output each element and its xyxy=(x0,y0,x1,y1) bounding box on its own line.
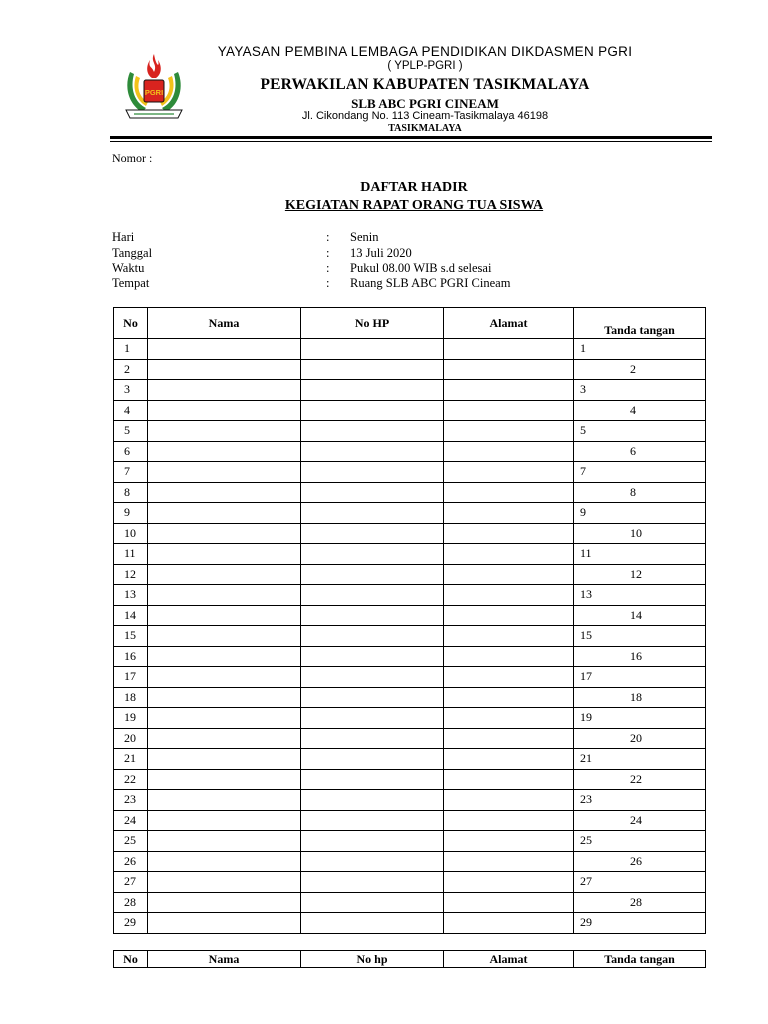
no-hp-cell[interactable] xyxy=(301,626,444,647)
table-row xyxy=(114,503,706,524)
attendance-table-continued xyxy=(113,950,706,968)
nama-cell[interactable] xyxy=(148,544,301,565)
nama-cell[interactable] xyxy=(148,708,301,729)
no-hp-cell[interactable] xyxy=(301,851,444,872)
info-colon: : xyxy=(326,246,330,260)
signature-cell[interactable]: 8 xyxy=(574,482,706,503)
alamat-cell[interactable] xyxy=(444,810,574,831)
header-no: No xyxy=(114,308,148,339)
signature-cell[interactable]: 6 xyxy=(574,441,706,462)
table-row xyxy=(114,564,706,585)
table2-header-row xyxy=(114,951,706,968)
table-row xyxy=(114,872,706,893)
nama-cell[interactable] xyxy=(148,605,301,626)
table-row xyxy=(114,646,706,667)
signature-cell[interactable]: 1 xyxy=(574,339,706,360)
no-hp-cell[interactable] xyxy=(301,892,444,913)
alamat-cell[interactable] xyxy=(444,831,574,852)
row-number: 29 xyxy=(114,913,148,934)
row-number: 23 xyxy=(114,790,148,811)
signature-cell[interactable]: 28 xyxy=(574,892,706,913)
alamat-cell[interactable] xyxy=(444,851,574,872)
table-row xyxy=(114,421,706,442)
info-value-hari: Senin xyxy=(350,230,379,244)
nama-cell[interactable] xyxy=(148,523,301,544)
table-row xyxy=(114,728,706,749)
no-hp-cell[interactable] xyxy=(301,380,444,401)
header-rule-thin xyxy=(110,141,712,142)
table-row xyxy=(114,482,706,503)
nama-cell[interactable] xyxy=(148,892,301,913)
alamat-cell[interactable] xyxy=(444,400,574,421)
no-hp-cell[interactable] xyxy=(301,544,444,565)
school-name: SLB ABC PGRI CINEAM xyxy=(351,96,499,111)
signature-cell[interactable]: 20 xyxy=(574,728,706,749)
signature-cell[interactable]: 19 xyxy=(574,708,706,729)
row-number: 8 xyxy=(114,482,148,503)
no-hp-cell[interactable] xyxy=(301,913,444,934)
signature-cell[interactable]: 2 xyxy=(574,359,706,380)
row-number: 20 xyxy=(114,728,148,749)
nama-cell[interactable] xyxy=(148,585,301,606)
row-number: 9 xyxy=(114,503,148,524)
nama-cell[interactable] xyxy=(148,851,301,872)
table-row xyxy=(114,892,706,913)
signature-cell[interactable]: 5 xyxy=(574,421,706,442)
info-value-waktu: Pukul 08.00 WIB s.d selesai xyxy=(350,261,492,275)
info-label-tempat: Tempat xyxy=(112,276,150,290)
nama-cell[interactable] xyxy=(148,626,301,647)
header2-no: No xyxy=(114,951,148,968)
no-hp-cell[interactable] xyxy=(301,646,444,667)
signature-cell[interactable]: 10 xyxy=(574,523,706,544)
signature-cell[interactable]: 24 xyxy=(574,810,706,831)
no-hp-cell[interactable] xyxy=(301,482,444,503)
letterhead xyxy=(0,0,768,140)
table-row xyxy=(114,523,706,544)
alamat-cell[interactable] xyxy=(444,441,574,462)
signature-cell[interactable]: 4 xyxy=(574,400,706,421)
table-row xyxy=(114,605,706,626)
table-header-row xyxy=(114,308,706,339)
signature-cell[interactable]: 29 xyxy=(574,913,706,934)
row-number: 27 xyxy=(114,872,148,893)
header-alamat: Alamat xyxy=(444,308,574,339)
signature-cell[interactable]: 7 xyxy=(574,462,706,483)
no-hp-cell[interactable] xyxy=(301,749,444,770)
row-number: 28 xyxy=(114,892,148,913)
nomor-label: Nomor : xyxy=(112,151,153,165)
attendance-rows xyxy=(114,339,706,934)
signature-cell[interactable]: 17 xyxy=(574,667,706,688)
table-row xyxy=(114,544,706,565)
row-number: 17 xyxy=(114,667,148,688)
foundation-name: YAYASAN PEMBINA LEMBAGA PENDIDIKAN DIKDASMEN PGRI xyxy=(217,44,633,59)
header-nama: Nama xyxy=(148,308,301,339)
no-hp-cell[interactable] xyxy=(301,605,444,626)
no-hp-cell[interactable] xyxy=(301,421,444,442)
signature-cell[interactable]: 13 xyxy=(574,585,706,606)
header2-tanda-tangan: Tanda tangan xyxy=(574,951,706,968)
signature-cell[interactable]: 23 xyxy=(574,790,706,811)
alamat-cell[interactable] xyxy=(444,646,574,667)
info-colon: : xyxy=(326,261,330,275)
info-colon: : xyxy=(326,276,330,290)
header-no-hp: No HP xyxy=(301,308,444,339)
nama-cell[interactable] xyxy=(148,339,301,360)
alamat-cell[interactable] xyxy=(444,790,574,811)
signature-cell[interactable]: 26 xyxy=(574,851,706,872)
row-number: 14 xyxy=(114,605,148,626)
pgri-emblem-icon xyxy=(122,52,186,126)
alamat-cell[interactable] xyxy=(444,462,574,483)
row-number: 21 xyxy=(114,749,148,770)
nama-cell[interactable] xyxy=(148,359,301,380)
table-row xyxy=(114,339,706,360)
info-value-tempat: Ruang SLB ABC PGRI Cineam xyxy=(350,276,511,290)
alamat-cell[interactable] xyxy=(444,769,574,790)
table-row xyxy=(114,851,706,872)
signature-cell[interactable]: 22 xyxy=(574,769,706,790)
alamat-cell[interactable] xyxy=(444,605,574,626)
table-row xyxy=(114,708,706,729)
logo-text: PGRI xyxy=(144,88,164,97)
alamat-cell[interactable] xyxy=(444,564,574,585)
alamat-cell[interactable] xyxy=(444,872,574,893)
signature-cell[interactable]: 16 xyxy=(574,646,706,667)
attendance-table xyxy=(113,307,706,934)
nama-cell[interactable] xyxy=(148,462,301,483)
table-row xyxy=(114,913,706,934)
alamat-cell[interactable] xyxy=(444,482,574,503)
nama-cell[interactable] xyxy=(148,421,301,442)
alamat-cell[interactable] xyxy=(444,544,574,565)
nama-cell[interactable] xyxy=(148,749,301,770)
nama-cell[interactable] xyxy=(148,380,301,401)
nama-cell[interactable] xyxy=(148,913,301,934)
alamat-cell[interactable] xyxy=(444,708,574,729)
table-row xyxy=(114,462,706,483)
row-number: 18 xyxy=(114,687,148,708)
no-hp-cell[interactable] xyxy=(301,790,444,811)
alamat-cell[interactable] xyxy=(444,339,574,360)
no-hp-cell[interactable] xyxy=(301,523,444,544)
table-row xyxy=(114,687,706,708)
document-subtitle: KEGIATAN RAPAT ORANG TUA SISWA xyxy=(284,198,544,213)
header-tanda-tangan: Tanda tangan xyxy=(574,308,706,339)
no-hp-cell[interactable] xyxy=(301,708,444,729)
nama-cell[interactable] xyxy=(148,441,301,462)
alamat-cell[interactable] xyxy=(444,892,574,913)
table-row xyxy=(114,441,706,462)
signature-cell[interactable]: 21 xyxy=(574,749,706,770)
table-row xyxy=(114,831,706,852)
document-title: DAFTAR HADIR xyxy=(360,180,468,195)
nama-cell[interactable] xyxy=(148,728,301,749)
branch-name: PERWAKILAN KABUPATEN TASIKMALAYA xyxy=(260,76,590,93)
signature-cell[interactable]: 18 xyxy=(574,687,706,708)
alamat-cell[interactable] xyxy=(444,626,574,647)
table-row xyxy=(114,667,706,688)
no-hp-cell[interactable] xyxy=(301,359,444,380)
row-number: 25 xyxy=(114,831,148,852)
info-label-waktu: Waktu xyxy=(112,261,145,275)
table-row xyxy=(114,749,706,770)
signature-cell[interactable]: 12 xyxy=(574,564,706,585)
alamat-cell[interactable] xyxy=(444,687,574,708)
no-hp-cell[interactable] xyxy=(301,872,444,893)
table-row xyxy=(114,359,706,380)
row-number: 12 xyxy=(114,564,148,585)
info-colon: : xyxy=(326,230,330,244)
row-number: 16 xyxy=(114,646,148,667)
nama-cell[interactable] xyxy=(148,400,301,421)
no-hp-cell[interactable] xyxy=(301,339,444,360)
alamat-cell[interactable] xyxy=(444,913,574,934)
row-number: 15 xyxy=(114,626,148,647)
row-number: 4 xyxy=(114,400,148,421)
row-number: 6 xyxy=(114,441,148,462)
alamat-cell[interactable] xyxy=(444,728,574,749)
signature-cell[interactable]: 25 xyxy=(574,831,706,852)
header2-alamat: Alamat xyxy=(444,951,574,968)
table-row xyxy=(114,769,706,790)
nama-cell[interactable] xyxy=(148,790,301,811)
signature-cell[interactable]: 9 xyxy=(574,503,706,524)
table-row xyxy=(114,400,706,421)
row-number: 1 xyxy=(114,339,148,360)
nama-cell[interactable] xyxy=(148,687,301,708)
no-hp-cell[interactable] xyxy=(301,462,444,483)
nama-cell[interactable] xyxy=(148,769,301,790)
no-hp-cell[interactable] xyxy=(301,687,444,708)
signature-cell[interactable]: 11 xyxy=(574,544,706,565)
signature-cell[interactable]: 14 xyxy=(574,605,706,626)
alamat-cell[interactable] xyxy=(444,523,574,544)
row-number: 13 xyxy=(114,585,148,606)
nama-cell[interactable] xyxy=(148,503,301,524)
alamat-cell[interactable] xyxy=(444,421,574,442)
alamat-cell[interactable] xyxy=(444,380,574,401)
row-number: 11 xyxy=(114,544,148,565)
table-row xyxy=(114,810,706,831)
signature-cell[interactable]: 3 xyxy=(574,380,706,401)
no-hp-cell[interactable] xyxy=(301,831,444,852)
nama-cell[interactable] xyxy=(148,646,301,667)
city-name: TASIKMALAYA xyxy=(388,123,462,134)
no-hp-cell[interactable] xyxy=(301,769,444,790)
foundation-abbr: ( YPLP-PGRI ) xyxy=(387,60,463,72)
signature-cell[interactable]: 27 xyxy=(574,872,706,893)
row-number: 10 xyxy=(114,523,148,544)
alamat-cell[interactable] xyxy=(444,749,574,770)
header2-nama: Nama xyxy=(148,951,301,968)
alamat-cell[interactable] xyxy=(444,585,574,606)
row-number: 22 xyxy=(114,769,148,790)
school-address: Jl. Cikondang No. 113 Cineam-Tasikmalaya 46198 xyxy=(301,110,549,122)
no-hp-cell[interactable] xyxy=(301,503,444,524)
row-number: 7 xyxy=(114,462,148,483)
no-hp-cell[interactable] xyxy=(301,564,444,585)
no-hp-cell[interactable] xyxy=(301,810,444,831)
no-hp-cell[interactable] xyxy=(301,667,444,688)
signature-cell[interactable]: 15 xyxy=(574,626,706,647)
nama-cell[interactable] xyxy=(148,482,301,503)
header2-no-hp: No hp xyxy=(301,951,444,968)
row-number: 3 xyxy=(114,380,148,401)
no-hp-cell[interactable] xyxy=(301,728,444,749)
table-row xyxy=(114,585,706,606)
header-rule-thick xyxy=(110,136,712,139)
no-hp-cell[interactable] xyxy=(301,585,444,606)
row-number: 26 xyxy=(114,851,148,872)
nama-cell[interactable] xyxy=(148,831,301,852)
table-row xyxy=(114,626,706,647)
no-hp-cell[interactable] xyxy=(301,441,444,462)
table-row xyxy=(114,380,706,401)
table-row xyxy=(114,790,706,811)
row-number: 2 xyxy=(114,359,148,380)
nama-cell[interactable] xyxy=(148,872,301,893)
nama-cell[interactable] xyxy=(148,810,301,831)
info-label-hari: Hari xyxy=(112,230,135,244)
info-value-tanggal: 13 Juli 2020 xyxy=(350,246,412,260)
no-hp-cell[interactable] xyxy=(301,400,444,421)
row-number: 24 xyxy=(114,810,148,831)
row-number: 5 xyxy=(114,421,148,442)
info-label-tanggal: Tanggal xyxy=(112,246,153,260)
row-number: 19 xyxy=(114,708,148,729)
nama-cell[interactable] xyxy=(148,564,301,585)
alamat-cell[interactable] xyxy=(444,359,574,380)
alamat-cell[interactable] xyxy=(444,503,574,524)
nama-cell[interactable] xyxy=(148,667,301,688)
alamat-cell[interactable] xyxy=(444,667,574,688)
